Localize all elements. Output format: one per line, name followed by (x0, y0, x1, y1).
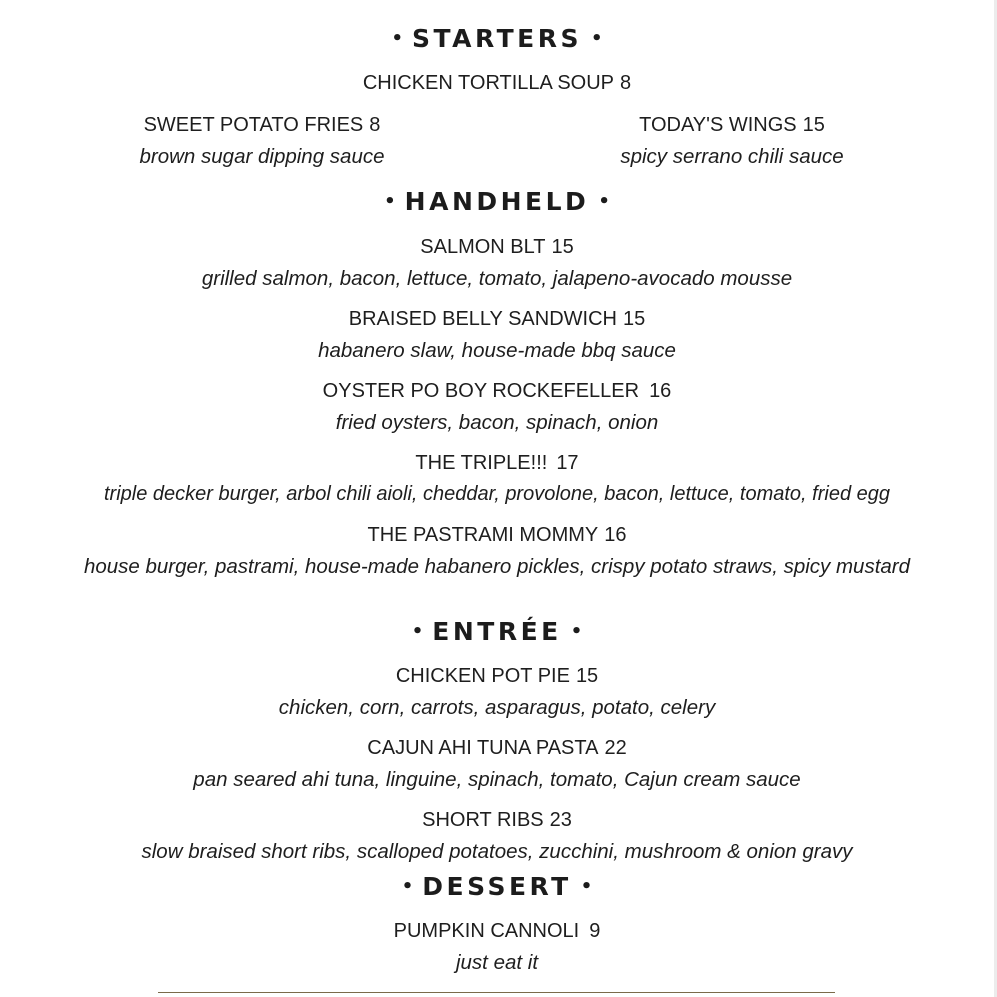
item-name: SWEET POTATO FRIES (143, 114, 364, 136)
item-name: THE TRIPLE!!! (415, 452, 548, 474)
item-name: CHICKEN TORTILLA SOUP (362, 72, 615, 94)
item-name-line (0, 376, 994, 407)
item-description: brown sugar dipping sauce (139, 145, 385, 168)
bullet-dot: • (384, 191, 396, 212)
item-name: PUMPKIN CANNOLI (393, 920, 580, 942)
item-description: slow braised short ribs, scalloped potatoes, zucchini, mushroom & onion gravy (141, 840, 853, 863)
item-name-line (0, 916, 994, 947)
item-description: habanero slaw, house-made bbq sauce (318, 339, 676, 362)
menu-item-todays-wings (482, 110, 982, 172)
item-name: OYSTER PO BOY ROCKEFELLER (322, 380, 640, 402)
item-price: 16 (649, 380, 672, 402)
section-heading-handheld (0, 187, 994, 217)
menu-item-short-ribs (0, 805, 994, 867)
item-price: 8 (369, 114, 381, 136)
item-name-line (0, 733, 994, 764)
section-title: HANDHELD (404, 187, 590, 216)
item-price: 23 (549, 809, 572, 831)
section-title: STARTERS (412, 24, 582, 53)
item-price: 15 (575, 665, 599, 687)
menu-item-the-triple (0, 448, 994, 510)
item-price: 8 (620, 72, 632, 94)
item-description: just eat it (455, 951, 539, 974)
menu-item-sweet-potato-fries (12, 110, 512, 172)
menu-item-chicken-pot-pie (0, 661, 994, 723)
item-name: CAJUN AHI TUNA PASTA (367, 737, 599, 759)
section-title: ENTRÉE (432, 617, 562, 646)
item-description: fried oysters, bacon, spinach, onion (335, 411, 659, 434)
bullet-dot: • (391, 28, 403, 49)
section-heading-dessert (0, 872, 994, 902)
menu-item-the-pastrami-mommy (0, 520, 994, 582)
item-name: BRAISED BELLY SANDWICH (348, 308, 617, 330)
menu-item-chicken-tortilla-soup (0, 68, 994, 99)
item-name-line (0, 661, 994, 692)
item-price: 16 (604, 524, 627, 546)
item-description: house burger, pastrami, house-made habanero pickles, crispy potato straws, spicy mustard (83, 555, 911, 578)
item-name-line (0, 448, 994, 479)
section-heading-starters (0, 24, 994, 54)
bottom-divider (158, 992, 835, 993)
item-name: THE PASTRAMI MOMMY (367, 524, 599, 546)
bullet-dot: • (401, 876, 414, 897)
menu-item-salmon-blt (0, 232, 994, 294)
item-price: 9 (589, 920, 601, 942)
item-name: TODAY'S WINGS (639, 114, 797, 136)
item-description: chicken, corn, carrots, asparagus, potato, celery (278, 696, 716, 719)
bullet-dot: • (570, 621, 583, 642)
item-name-line (0, 805, 994, 836)
menu-item-braised-belly-sandwich (0, 304, 994, 366)
item-name-line (0, 232, 994, 263)
bullet-dot: • (598, 191, 610, 212)
item-price: 22 (604, 737, 627, 759)
item-price: 17 (556, 452, 579, 474)
item-name: CHICKEN POT PIE (395, 665, 570, 687)
item-name-line (0, 304, 994, 335)
menu-item-oyster-po-boy-rockefeller (0, 376, 994, 438)
bullet-dot: • (590, 28, 603, 49)
menu-item-cajun-ahi-tuna-pasta (0, 733, 994, 795)
section-heading-entree (0, 617, 994, 647)
item-description: triple decker burger, arbol chili aioli, cheddar, provolone, bacon, lettuce, tomato, fried egg (103, 483, 890, 505)
item-name-line (0, 520, 994, 551)
bullet-dot: • (580, 876, 593, 897)
bullet-dot: • (411, 621, 424, 642)
item-description: pan seared ahi tuna, linguine, spinach, tomato, Cajun cream sauce (193, 768, 801, 791)
item-name: SHORT RIBS (422, 809, 544, 831)
item-description: grilled salmon, bacon, lettuce, tomato, jalapeno-avocado mousse (201, 267, 793, 290)
item-price: 15 (802, 114, 825, 136)
item-description: spicy serrano chili sauce (620, 145, 844, 168)
menu-item-pumpkin-cannoli (0, 916, 994, 978)
item-price: 15 (622, 308, 646, 330)
item-name-line (0, 68, 994, 99)
item-name: SALMON BLT (420, 236, 546, 258)
item-name-line (482, 110, 982, 141)
item-price: 15 (551, 236, 574, 258)
item-name-line (12, 110, 512, 141)
section-title: DESSERT (422, 872, 572, 901)
